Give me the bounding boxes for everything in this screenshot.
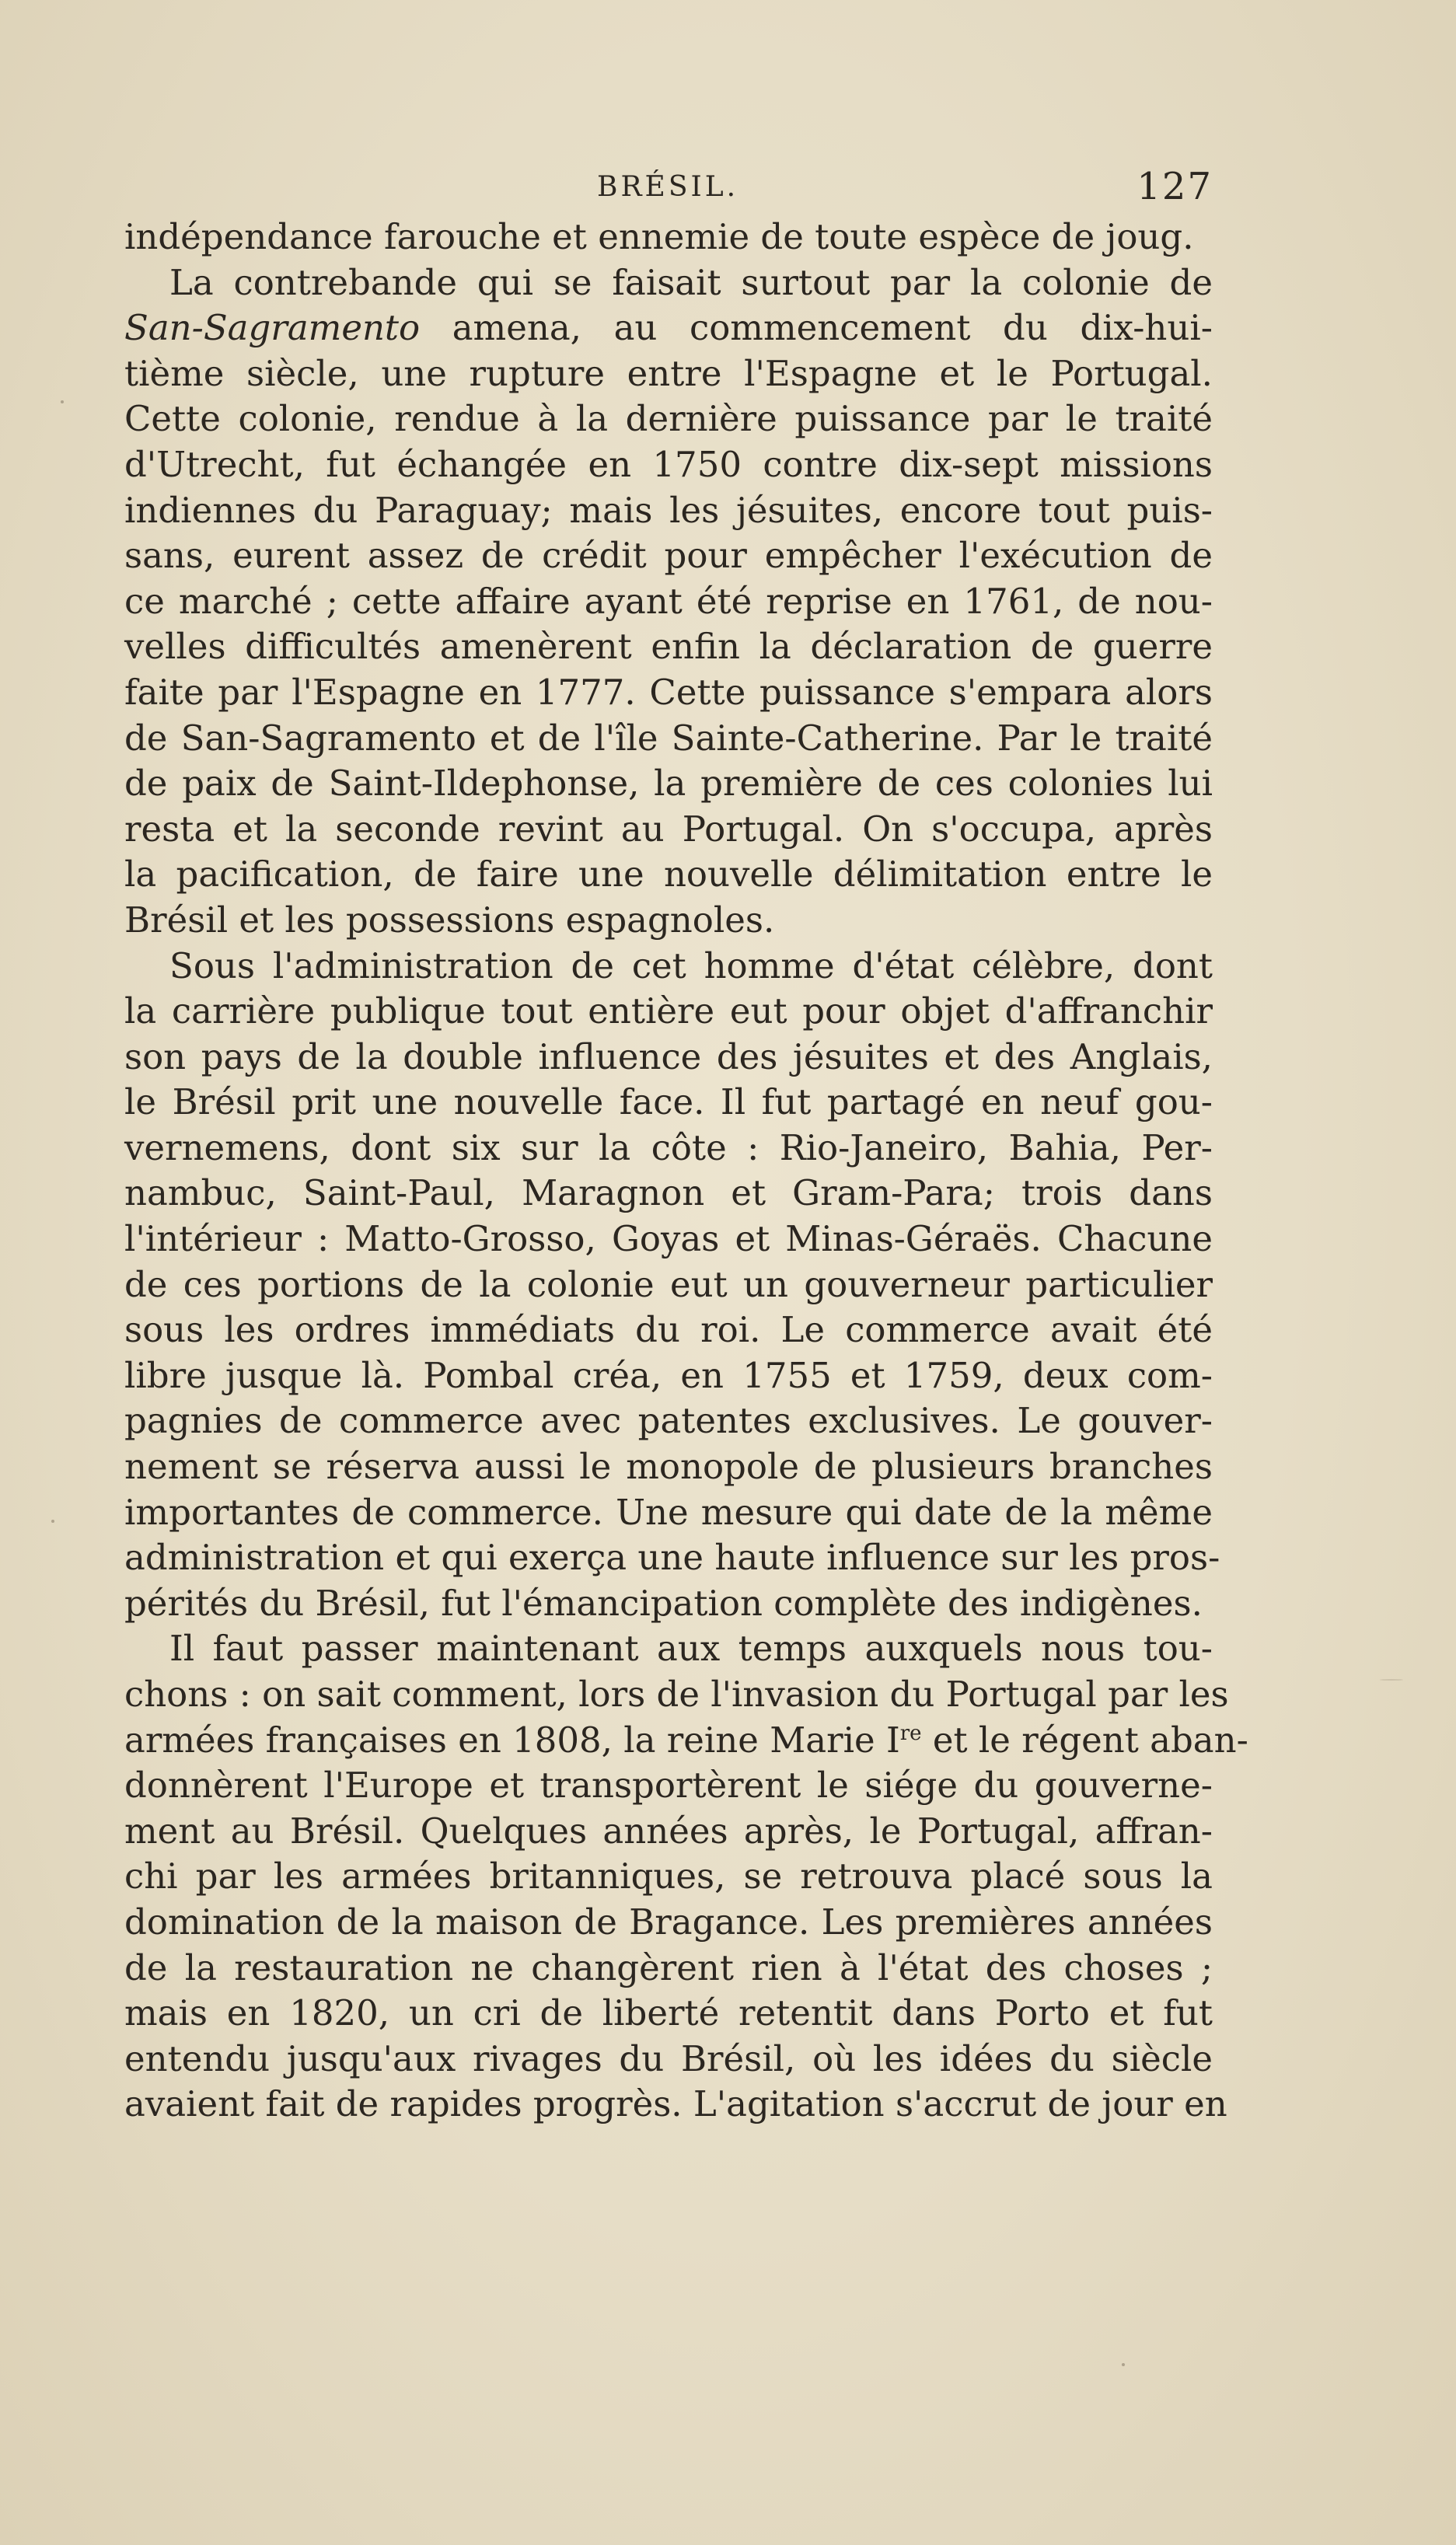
text-line: Sous l'administration de cet homme d'état célèbre, dont [169,944,1213,986]
text-line: l'intérieur : Matto-Grosso, Goyas et Minas-Géraës. Chacune [124,1218,1213,1260]
text-line: indiennes du Paraguay; mais les jésuites, encore tout puis- [124,489,1213,531]
paper-speck [51,1520,54,1523]
running-title: BRÉSIL. [597,171,739,203]
text-line: entendu jusqu'aux rivages du Brésil, où les idées du siècle [124,2037,1213,2079]
text-line: pagnies de commerce avec patentes exclusives. Le gouver- [124,1400,1213,1442]
text-line: chi par les armées britanniques, se retrouva placé sous la [124,1856,1213,1897]
text-line: tième siècle, une rupture entre l'Espagne et le Portugal. [124,352,1213,394]
text-line: d'Utrecht, fut échangée en 1750 contre dix-sept missions [124,443,1213,485]
text-line: avaient fait de rapides progrès. L'agitation s'accrut de jour en [124,2083,1227,2125]
text-line: donnèrent l'Europe et transportèrent le siége du gouverne- [124,1765,1213,1807]
text-line: la pacification, de faire une nouvelle délimitation entre le [124,854,1213,895]
text-line: Cette colonie, rendue à la dernière puissance par le traité [124,398,1213,440]
text-line: faite par l'Espagne en 1777. Cette puissance s'empara alors [124,671,1213,713]
text-line: mais en 1820, un cri de liberté retentit dans Porto et fut [124,1992,1213,2034]
text-line: indépendance farouche et ennemie de toute espèce de joug. [124,216,1194,257]
text-line: de ces portions de la colonie eut un gouverneur particulier [124,1263,1213,1305]
paper-speck [1380,1679,1403,1681]
text-line: importantes de commerce. Une mesure qui date de la même [124,1491,1213,1533]
paper-speck [1122,2363,1125,2366]
text-line: resta et la seconde revint au Portugal. On s'occupa, après [124,808,1213,850]
text-line: libre jusque là. Pombal créa, en 1755 et 1759, deux com- [124,1354,1213,1396]
text-line: ment au Brésil. Quelques années après, le Portugal, affran- [124,1810,1213,1852]
paragraph [124,260,1213,944]
italic-text: San-Sagramento [124,307,421,349]
text-line: pérités du Brésil, fut l'émancipation complète des indigènes. [124,1582,1203,1624]
text-line: son pays de la double influence des jésuites et des Anglais, [124,1035,1213,1077]
paragraph [124,215,1213,260]
text-line: velles difficultés amenèrent enfin la déclaration de guerre [124,626,1213,668]
text-line: La contrebande qui se faisait surtout par la colonie de [169,261,1213,303]
text-line: vernemens, dont six sur la côte : Rio-Janeiro, Bahia, Per- [124,1126,1213,1168]
text-line: ce marché ; cette affaire ayant été reprise en 1761, de nou- [124,580,1213,622]
body-text [124,215,1248,2128]
text-line: le Brésil prit une nouvelle face. Il fut partagé en neuf gou- [124,1081,1213,1123]
text-line: Brésil et les possessions espagnoles. [124,899,775,941]
page-number: 127 [1137,165,1213,208]
text-line: Il faut passer maintenant aux temps auxquels nous tou- [169,1628,1213,1670]
text-line: nement se réserva aussi le monopole de plusieurs branches [124,1446,1213,1488]
superscript: re [899,1721,922,1745]
paper-speck [61,400,64,403]
running-head [124,165,1213,211]
text-line: nambuc, Saint-Paul, Maragnon et Gram-Para; trois dans [124,1172,1213,1214]
text-line: sans, eurent assez de crédit pour empêcher l'exécution de [124,535,1213,577]
text-line: la carrière publique tout entière eut pour objet d'affranchir [124,990,1213,1032]
text-line: de San-Sagramento et de l'île Sainte-Catherine. Par le traité [124,717,1213,759]
text-line: San-Sagramento amena, au commencement du dix-hui- [124,307,1213,349]
text-line: de paix de Saint-Ildephonse, la première de ces colonies lui [124,763,1213,805]
text-line: sous les ordres immédiats du roi. Le commerce avait été [124,1309,1213,1351]
text-line: armées françaises en 1808, la reine Marie Ire et le régent aban- [124,1719,1248,1761]
paragraph [124,1626,1248,2128]
text-line: de la restauration ne changèrent rien à l'état des choses ; [124,1946,1213,1988]
text-line: domination de la maison de Bragance. Les premières années [124,1901,1213,1943]
text-line: administration et qui exerça une haute influence sur les pros- [124,1537,1220,1579]
text-line: chons : on sait comment, lors de l'invasion du Portugal par les [124,1674,1229,1715]
paragraph [124,944,1220,1627]
